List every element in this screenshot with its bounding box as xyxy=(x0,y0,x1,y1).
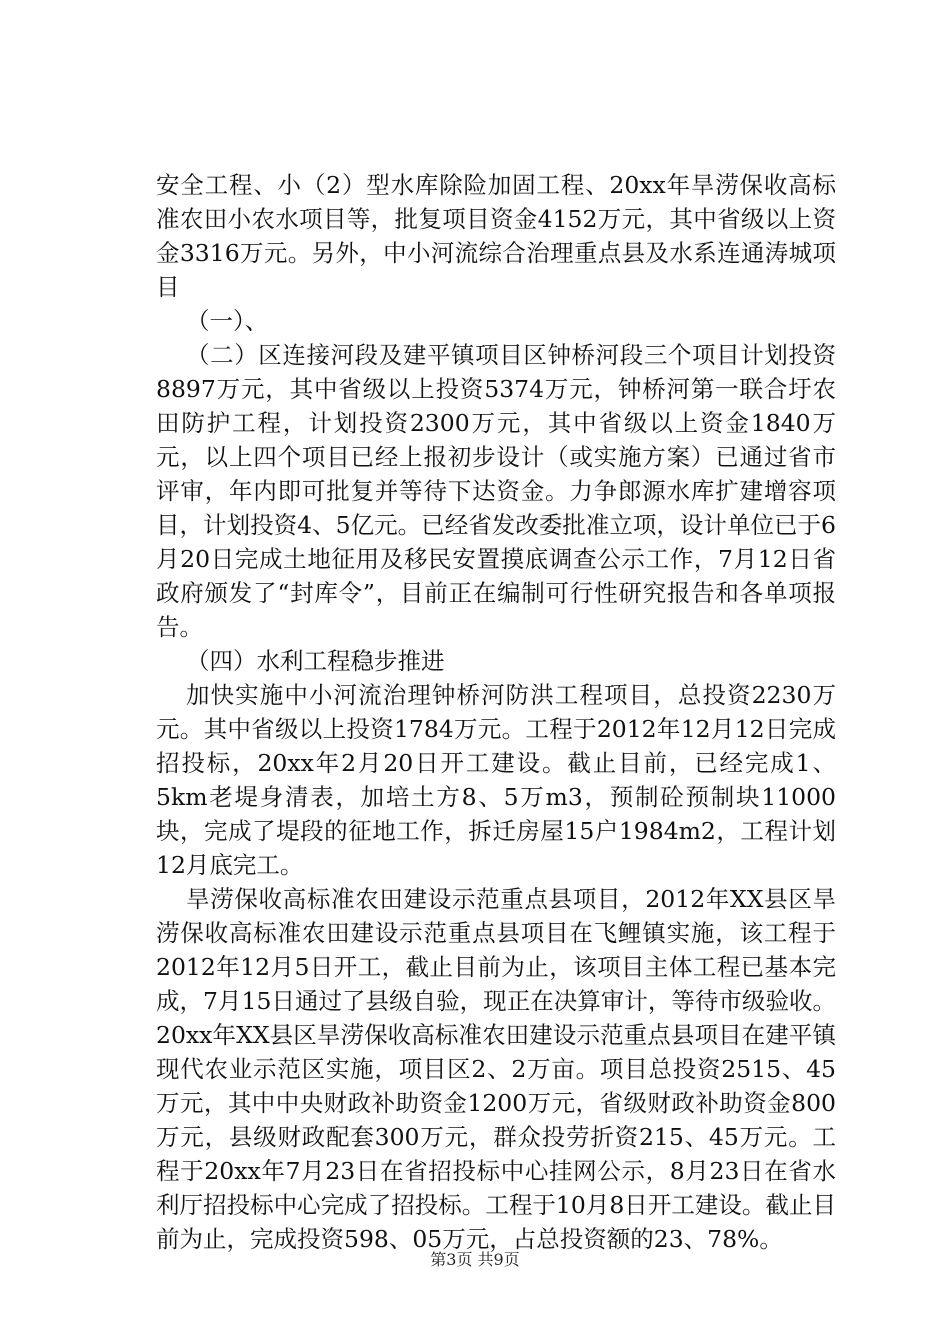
paragraph-3: （二）区连接河段及建平镇项目区钟桥河段三个项目计划投资8897万元，其中省级以上投资5374万元，钟桥河第一联合圩农田防护工程，计划投资2300万元，其中省级以上资金1840万元，以上四个项目已经上报初步设计（或实施方案）已通过省市评审，年内即可批复并等待下达资金。力争郎源水库扩建增容项目，计划投资4、5亿元。已经省发改委批准立项，设计单位已于6月20日完成土地征用及移民安置摸底调查公示工作，7月12日省政府颁发了“封库令”，目前正在编制可行性研究报告和各单项报告。 xyxy=(156,341,836,641)
section-heading: （四）水利工程稳步推进 xyxy=(186,647,445,675)
paragraph-6: 旱涝保收高标准农田建设示范重点县项目，2012年XX县区旱涝保收高标准农田建设示范重点县项目在飞鲤镇实施，该工程于2012年12月5日开工，截止目前为止，该项目主体工程已基本完成，7月15日通过了县级自验，现正在决算审计，等待市级验收。20xx年XX县区旱涝保收高标准农田建设示范重点县项目在建平镇现代农业示范区实施，项目区2、2万亩。项目总投资2515、45万元，其中中央财政补助资金1200万元，省级财政补助资金800万元，县级财政配套300万元，群众投劳折资215、45万元。工程于20xx年7月23日在省招投标中心挂网公示，8月23日在省水利厅招投标中心完成了招投标。工程于10月8日开工建设。截止目前为止，完成投资598、05万元，占总投资额的23、78%。 xyxy=(156,885,836,1253)
paragraph-1: 安全工程、小（2）型水库除险加固工程、20xx年旱涝保收高标准农田小农水项目等，批复项目资金4152万元，其中省级以上资金3316万元。另外，中小河流综合治理重点县及水系连通涛城项目 xyxy=(156,171,836,301)
paragraph-2: （一）、 xyxy=(186,307,269,335)
page-number: 第3页 共9页 xyxy=(430,1250,520,1269)
document-body xyxy=(156,168,836,1256)
paragraph-5: 加快实施中小河流治理钟桥河防洪工程项目，总投资2230万元。其中省级以上投资1784万元。工程于2012年12月12日完成招投标，20xx年2月20日开工建设。截止目前，已经完成1、5km老堤身清表，加培土方8、5万m3，预制砼预制块11000块，完成了堤段的征地工作，拆迁房屋15户1984m2，工程计划12月底完工。 xyxy=(156,681,836,879)
